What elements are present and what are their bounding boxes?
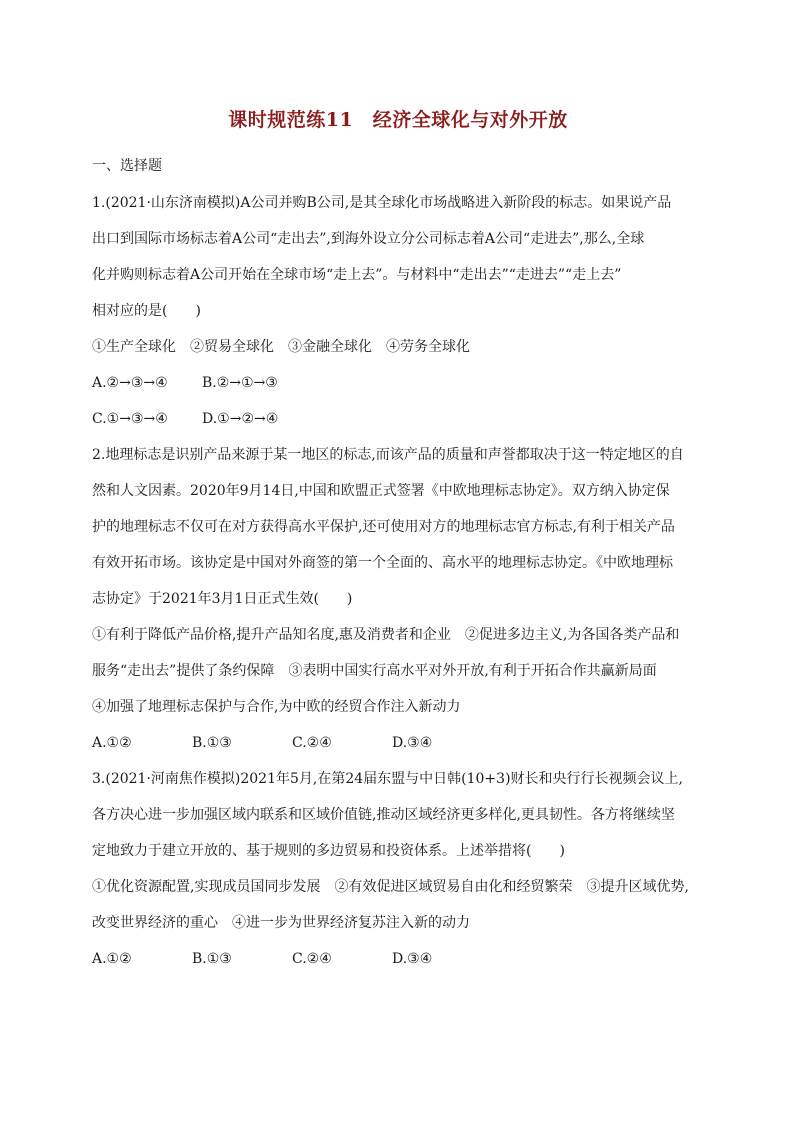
statement-line: ①生产全球化 ②贸易全球化 ③金融全球化 ④劳务全球化 (92, 339, 470, 355)
options-row (92, 407, 704, 431)
question-stem-line: 化并购则标志着A公司开始在全球市场“走上去”。与材料中“走出去”“走进去”“走上去” (92, 267, 622, 283)
question-stem-line: 定地致力于建立开放的、基于规则的多边贸易和投资体系。上述举措将( ) (92, 843, 565, 859)
statement-line: ①优化资源配置,实现成员国同步发展 ②有效促进区域贸易自由化和经贸繁荣 ③提升区域优势, (92, 879, 689, 895)
option-a: A.①② (92, 735, 132, 751)
section-heading: 一、选择题 (92, 158, 162, 174)
question-2 (92, 443, 704, 755)
question-stem-line: 出口到国际市场标志着A公司“走出去”,到海外设立分公司标志着A公司“走进去”,那么,全球 (92, 231, 645, 247)
option-d: D.①→②→④ (202, 411, 279, 427)
option-a: A.①② (92, 951, 132, 967)
option-c: C.②④ (292, 951, 332, 967)
statement-line: 服务“走出去”提供了条约保障 ③表明中国实行高水平对外开放,有利于开拓合作共赢新局面 (92, 663, 657, 679)
option-c: C.①→③→④ (92, 411, 168, 427)
document-page (92, 106, 704, 983)
statement-line: ①有利于降低产品价格,提升产品知名度,惠及消费者和企业 ②促进多边主义,为各国各类产品和 (92, 627, 680, 643)
options-row (92, 947, 704, 971)
question-stem-line: 各方决心进一步加强区域内联系和区域价值链,推动区域经济更多样化,更具韧性。各方将继续坚 (92, 807, 675, 823)
option-a: A.②→③→④ (92, 375, 168, 391)
question-stem-line: 有效开拓市场。该协定是中国对外商签的第一个全面的、高水平的地理标志协定。《中欧地理标 (92, 555, 673, 571)
question-stem-line: 3.(2021·河南焦作模拟)2021年5月,在第24届东盟与中日韩(10+3)财长和央行行长视频会议上, (92, 771, 683, 787)
statement-line: 改变世界经济的重心 ④进一步为世界经济复苏注入新的动力 (92, 915, 470, 931)
statement-line: ④加强了地理标志保护与合作,为中欧的经贸合作注入新动力 (92, 699, 461, 715)
question-stem-line: 相对应的是( ) (92, 303, 201, 319)
question-stem-line: 志协定》于2021年3月1日正式生效( ) (92, 591, 353, 607)
question-stem-line: 护的地理标志不仅可在对方获得高水平保护,还可使用对方的地理标志官方标志,有利于相关产品 (92, 519, 675, 535)
options-row (92, 371, 704, 395)
option-c: C.②④ (292, 735, 332, 751)
option-d: D.③④ (392, 735, 433, 751)
question-stem-line: 然和人文因素。2020年9月14日,中国和欧盟正式签署《中欧地理标志协定》。双方纳入协定保 (92, 483, 670, 499)
page-title: 课时规范练11 经济全球化与对外开放 (228, 109, 568, 131)
question-3 (92, 767, 704, 971)
question-1 (92, 191, 704, 431)
question-stem-line: 2.地理标志是识别产品来源于某一地区的标志,而该产品的质量和声誉都取决于这一特定地区的自 (92, 447, 684, 463)
option-b: B.②→①→③ (202, 375, 278, 391)
option-b: B.①③ (192, 951, 232, 967)
question-stem-line: 1.(2021·山东济南模拟)A公司并购B公司,是其全球化市场战略进入新阶段的标志。如果说产品 (92, 195, 672, 211)
option-b: B.①③ (192, 735, 232, 751)
option-d: D.③④ (392, 951, 433, 967)
options-row (92, 731, 704, 755)
